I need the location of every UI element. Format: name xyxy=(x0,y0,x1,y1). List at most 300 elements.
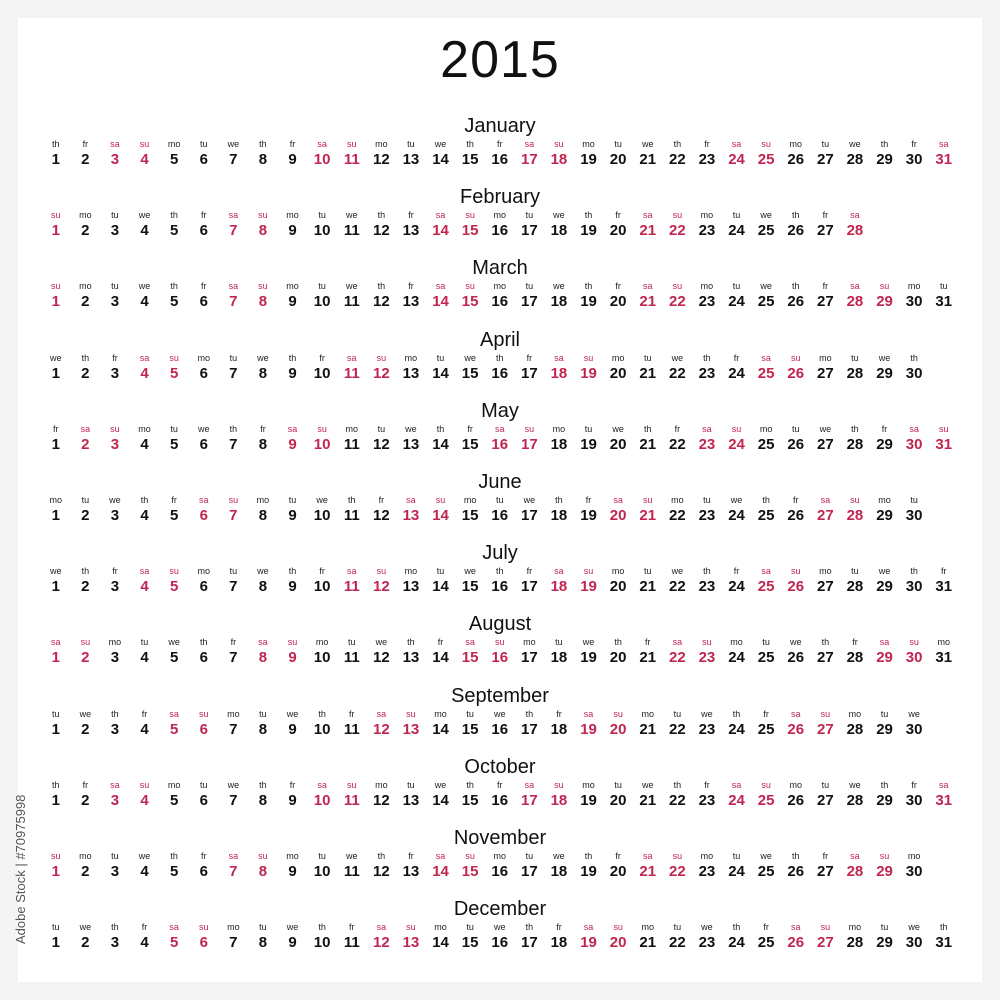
weekday-label: tu xyxy=(466,708,474,719)
day-number: 4 xyxy=(140,720,149,738)
day-cell xyxy=(515,209,545,243)
day-number: 11 xyxy=(343,863,360,880)
month-name: September xyxy=(451,684,549,707)
day-number: 16 xyxy=(491,507,509,524)
day-cell xyxy=(219,636,249,670)
day-cell xyxy=(811,850,841,884)
weekday-label: fr xyxy=(704,139,710,149)
day-number: 4 xyxy=(140,649,149,667)
weekday-label: we xyxy=(760,210,772,221)
weekday-label: mo xyxy=(79,281,92,292)
day-number: 1 xyxy=(51,507,60,524)
weekday-label: th xyxy=(673,779,682,790)
day-cell xyxy=(840,850,870,884)
day-number: 18 xyxy=(550,649,568,667)
day-cell xyxy=(929,921,959,955)
day-cell xyxy=(71,708,101,742)
day-cell xyxy=(396,423,426,457)
weekday-label: sa xyxy=(850,210,860,221)
day-cell xyxy=(278,494,308,528)
day-number: 16 xyxy=(491,364,509,382)
weekday-label: sa xyxy=(642,210,653,221)
weekday-label: sa xyxy=(110,779,120,790)
day-number: 6 xyxy=(199,720,208,738)
weekday-label: tu xyxy=(288,495,297,505)
day-number: 20 xyxy=(609,293,627,311)
weekday-label: we xyxy=(849,139,861,149)
weekday-label: th xyxy=(732,708,741,719)
weekday-label: su xyxy=(258,281,268,292)
day-cell xyxy=(899,352,929,386)
weekday-label: sa xyxy=(790,922,801,933)
day-number: 16 xyxy=(491,649,509,667)
weekday-label: we xyxy=(730,495,743,505)
day-cell xyxy=(574,636,604,670)
day-cell xyxy=(574,280,604,314)
day-number: 18 xyxy=(550,578,568,596)
day-number: 18 xyxy=(550,934,568,952)
day-cell xyxy=(722,138,752,172)
day-number: 15 xyxy=(461,649,479,667)
day-number: 22 xyxy=(669,364,686,382)
day-number: 3 xyxy=(110,791,120,809)
day-number: 14 xyxy=(432,934,449,952)
day-number: 28 xyxy=(846,863,864,880)
weekday-label: we xyxy=(138,851,151,861)
weekday-label: fr xyxy=(822,210,829,221)
weekday-label: we xyxy=(493,922,506,933)
day-cell xyxy=(426,423,456,457)
day-number: 26 xyxy=(787,934,805,952)
day-cell xyxy=(603,423,633,457)
day-number: 8 xyxy=(258,863,268,880)
day-cell xyxy=(544,708,574,742)
weekday-label: mo xyxy=(730,637,743,648)
day-number: 11 xyxy=(343,435,360,453)
day-number: 14 xyxy=(432,435,449,453)
day-cell xyxy=(41,352,71,386)
weekday-label: sa xyxy=(376,708,387,719)
weekday-label: sa xyxy=(317,139,327,149)
day-cell xyxy=(663,352,693,386)
day-number: 29 xyxy=(876,507,893,524)
day-cell xyxy=(751,636,781,670)
day-cell xyxy=(337,352,367,386)
day-cell xyxy=(663,423,693,457)
weekday-label: th xyxy=(525,708,534,719)
day-cell xyxy=(663,494,693,528)
day-cell xyxy=(811,138,841,172)
weekday-label: th xyxy=(170,210,178,221)
day-number: 6 xyxy=(199,435,208,453)
day-cell xyxy=(574,921,604,955)
weekday-label: fr xyxy=(408,851,414,861)
day-number: 23 xyxy=(698,364,716,382)
day-number: 11 xyxy=(343,364,360,382)
day-number: 19 xyxy=(580,507,597,524)
day-number: 24 xyxy=(728,507,745,524)
weekday-label: fr xyxy=(615,851,621,861)
day-number: 14 xyxy=(432,507,449,524)
day-cell xyxy=(692,423,722,457)
day-number: 17 xyxy=(521,863,538,880)
weekday-label: su xyxy=(613,922,623,933)
day-number: 20 xyxy=(609,435,627,453)
weekday-label: tu xyxy=(140,637,149,648)
day-cell xyxy=(455,921,485,955)
day-cell xyxy=(307,280,337,314)
day-number: 5 xyxy=(169,293,179,311)
day-number: 27 xyxy=(817,507,834,524)
weekday-label: mo xyxy=(641,708,654,719)
day-number: 2 xyxy=(81,293,90,311)
day-cell xyxy=(396,494,426,528)
day-number: 22 xyxy=(669,578,686,596)
weekday-label: mo xyxy=(582,139,595,149)
day-number: 14 xyxy=(432,649,449,667)
day-cell xyxy=(307,352,337,386)
day-cell xyxy=(130,850,160,884)
weekday-label: su xyxy=(938,423,949,434)
day-cell xyxy=(100,209,130,243)
weekday-label: fr xyxy=(201,851,207,861)
weekday-label: sa xyxy=(702,423,712,434)
day-cell xyxy=(41,708,71,742)
day-cell xyxy=(159,209,189,243)
day-number: 12 xyxy=(373,649,390,667)
day-number: 2 xyxy=(81,863,90,880)
weekday-label: we xyxy=(286,708,299,719)
day-cell xyxy=(337,138,367,172)
day-number: 11 xyxy=(343,151,360,168)
weekday-label: su xyxy=(287,637,298,648)
day-cell xyxy=(751,352,781,386)
weekday-label: mo xyxy=(641,922,654,933)
day-cell xyxy=(307,779,337,813)
weekday-label: su xyxy=(879,281,890,292)
day-number: 4 xyxy=(140,934,149,952)
weekday-label: mo xyxy=(700,210,714,221)
day-cell xyxy=(100,352,130,386)
day-number: 3 xyxy=(110,293,120,311)
day-cell xyxy=(751,138,781,172)
weekday-label: sa xyxy=(80,423,91,434)
weekday-label: sa xyxy=(139,566,150,577)
weekday-label: th xyxy=(377,281,386,292)
day-number: 15 xyxy=(461,934,479,952)
day-number: 25 xyxy=(757,934,775,952)
day-cell xyxy=(663,280,693,314)
day-number: 16 xyxy=(491,578,509,596)
day-cell xyxy=(130,280,160,314)
day-number: 21 xyxy=(639,649,657,667)
weekday-label: mo xyxy=(789,139,802,149)
weekday-label: su xyxy=(909,637,919,648)
day-number: 7 xyxy=(229,293,238,311)
month-november xyxy=(0,826,1000,896)
day-cell xyxy=(811,708,841,742)
day-cell xyxy=(278,565,308,599)
day-cell xyxy=(929,423,959,457)
day-cell xyxy=(367,494,397,528)
weekday-label: tu xyxy=(81,495,90,505)
weekday-label: th xyxy=(643,423,652,434)
day-cell xyxy=(337,779,367,813)
weekday-label: fr xyxy=(141,708,148,719)
day-cell xyxy=(544,138,574,172)
day-cell xyxy=(899,850,929,884)
weekday-label: we xyxy=(701,708,713,719)
day-number: 31 xyxy=(935,578,953,596)
day-cell xyxy=(219,280,249,314)
day-cell xyxy=(455,280,485,314)
day-cell xyxy=(633,209,663,243)
weekday-label: mo xyxy=(79,851,92,861)
weekday-label: su xyxy=(258,210,268,221)
weekday-label: mo xyxy=(138,423,151,434)
month-march xyxy=(0,256,1000,326)
day-number: 5 xyxy=(169,720,179,738)
day-cell xyxy=(485,209,515,243)
weekday-label: sa xyxy=(346,352,357,363)
weekday-label: we xyxy=(789,637,802,648)
day-cell xyxy=(307,565,337,599)
day-number: 10 xyxy=(313,791,331,809)
month-june xyxy=(0,470,1000,540)
month-name: August xyxy=(468,613,532,636)
day-number: 19 xyxy=(580,364,597,382)
day-number: 28 xyxy=(846,507,864,524)
day-number: 21 xyxy=(639,791,657,809)
weekday-label: th xyxy=(939,922,948,933)
day-number: 6 xyxy=(199,507,208,524)
day-number: 13 xyxy=(402,151,420,168)
day-cell xyxy=(544,850,574,884)
month-name: January xyxy=(464,115,536,137)
day-cell xyxy=(692,708,722,742)
day-number: 21 xyxy=(639,364,657,382)
weekday-label: we xyxy=(375,637,388,648)
day-number: 10 xyxy=(313,151,331,168)
day-number: 16 xyxy=(491,293,509,311)
day-cell xyxy=(633,494,663,528)
weekday-label: su xyxy=(139,139,150,149)
day-number: 14 xyxy=(432,293,449,311)
day-number: 23 xyxy=(698,435,716,453)
weekday-label: tu xyxy=(703,495,711,505)
day-number: 20 xyxy=(609,222,627,240)
day-number: 27 xyxy=(817,934,834,952)
weekday-label: mo xyxy=(434,708,447,719)
weekday-label: su xyxy=(672,281,683,292)
day-cell xyxy=(248,636,278,670)
day-number: 29 xyxy=(876,151,893,168)
day-number: 25 xyxy=(757,151,775,168)
day-cell xyxy=(337,280,367,314)
day-number: 6 xyxy=(199,364,208,382)
day-cell xyxy=(219,209,249,243)
weekday-label: we xyxy=(345,210,358,221)
weekday-label: mo xyxy=(819,566,832,577)
day-cell xyxy=(278,209,308,243)
weekday-label: su xyxy=(731,423,742,434)
day-cell xyxy=(811,921,841,955)
day-cell xyxy=(41,921,71,955)
day-cell xyxy=(426,850,456,884)
day-cell xyxy=(811,779,841,813)
weekday-label: we xyxy=(701,922,713,933)
weekday-label: fr xyxy=(289,779,296,790)
weekday-label: su xyxy=(465,281,475,292)
day-number: 4 xyxy=(140,791,149,809)
weekday-label: sa xyxy=(731,139,742,149)
day-cell xyxy=(41,850,71,884)
day-number: 29 xyxy=(876,578,893,596)
day-cell xyxy=(71,565,101,599)
day-cell xyxy=(248,850,278,884)
weekday-label: we xyxy=(878,352,891,363)
day-number: 11 xyxy=(343,649,360,667)
day-number: 29 xyxy=(876,649,893,667)
weekday-label: tu xyxy=(643,566,652,577)
day-cell xyxy=(455,138,485,172)
day-number: 8 xyxy=(258,578,268,596)
weekday-label: fr xyxy=(763,708,769,719)
month-name: February xyxy=(459,186,541,209)
weekday-label: sa xyxy=(850,851,860,861)
day-number: 20 xyxy=(609,151,627,168)
weekday-label: tu xyxy=(732,851,741,861)
day-number: 17 xyxy=(521,435,538,453)
day-cell xyxy=(603,921,633,955)
day-number: 22 xyxy=(669,507,686,524)
day-number: 21 xyxy=(639,435,657,453)
day-number: 11 xyxy=(343,578,360,596)
weekday-label: we xyxy=(257,566,269,577)
day-number: 24 xyxy=(728,364,745,382)
weekday-label: th xyxy=(318,708,326,719)
day-number: 17 xyxy=(521,791,538,809)
day-number: 25 xyxy=(757,222,775,240)
weekday-label: sa xyxy=(258,637,268,648)
day-cell xyxy=(603,138,633,172)
day-cell xyxy=(219,921,249,955)
day-cell xyxy=(130,636,160,670)
weekday-label: mo xyxy=(79,210,92,221)
weekday-label: we xyxy=(760,281,772,292)
day-number: 30 xyxy=(905,720,923,738)
weekday-label: th xyxy=(584,281,593,292)
day-cell xyxy=(219,779,249,813)
weekday-label: su xyxy=(346,139,357,149)
weekday-label: su xyxy=(198,922,209,933)
weekday-label: th xyxy=(880,779,889,790)
day-cell xyxy=(248,565,278,599)
day-number: 23 xyxy=(698,222,716,240)
day-cell xyxy=(100,280,130,314)
day-cell xyxy=(278,708,308,742)
day-cell xyxy=(367,636,397,670)
weekday-label: sa xyxy=(139,352,150,363)
day-cell xyxy=(544,209,574,243)
day-cell xyxy=(307,209,337,243)
day-cell xyxy=(633,565,663,599)
day-number: 13 xyxy=(402,720,420,738)
day-number: 2 xyxy=(81,649,90,667)
day-number: 6 xyxy=(199,222,208,240)
weekday-label: tu xyxy=(584,423,593,434)
day-number: 22 xyxy=(669,435,686,453)
day-cell xyxy=(71,636,101,670)
day-cell xyxy=(100,850,130,884)
day-number: 18 xyxy=(550,507,568,524)
day-cell xyxy=(367,209,397,243)
weekday-label: mo xyxy=(848,708,862,719)
weekday-label: tu xyxy=(614,139,622,149)
day-cell xyxy=(870,921,900,955)
day-cell xyxy=(751,423,781,457)
day-cell xyxy=(71,494,101,528)
weekday-label: tu xyxy=(377,423,386,434)
day-cell xyxy=(515,280,545,314)
day-number: 24 xyxy=(728,578,745,596)
day-cell xyxy=(692,494,722,528)
weekday-label: we xyxy=(582,637,595,648)
month-may xyxy=(0,399,1000,469)
day-cell xyxy=(899,423,929,457)
weekday-label: tu xyxy=(347,637,356,648)
weekday-label: fr xyxy=(526,566,533,577)
day-number: 22 xyxy=(669,791,686,809)
weekday-label: we xyxy=(227,779,240,790)
day-cell xyxy=(574,138,604,172)
weekday-label: we xyxy=(345,851,358,861)
weekday-label: mo xyxy=(256,495,270,505)
day-number: 19 xyxy=(580,934,597,952)
weekday-label: sa xyxy=(524,139,535,149)
day-cell xyxy=(248,779,278,813)
weekday-label: su xyxy=(820,922,831,933)
day-cell xyxy=(396,280,426,314)
day-number: 27 xyxy=(817,720,834,738)
weekday-label: tu xyxy=(525,851,534,861)
weekday-label: we xyxy=(79,708,92,719)
weekday-label: th xyxy=(673,139,682,149)
weekday-label: fr xyxy=(793,495,799,505)
day-number: 26 xyxy=(787,720,805,738)
day-number: 10 xyxy=(313,863,331,880)
weekday-label: sa xyxy=(790,708,801,719)
day-cell xyxy=(367,352,397,386)
day-number: 5 xyxy=(169,435,179,453)
day-number: 25 xyxy=(757,364,775,382)
weekday-label: mo xyxy=(819,352,832,363)
weekday-label: sa xyxy=(287,423,298,434)
day-cell xyxy=(159,850,189,884)
day-cell xyxy=(159,280,189,314)
weekday-label: tu xyxy=(436,352,445,363)
day-number: 18 xyxy=(550,293,568,311)
day-cell xyxy=(544,494,574,528)
day-cell xyxy=(485,850,515,884)
weekday-label: fr xyxy=(615,210,621,221)
day-number: 27 xyxy=(817,151,834,168)
day-number: 11 xyxy=(343,934,360,952)
weekday-label: tu xyxy=(259,922,267,933)
day-cell xyxy=(41,209,71,243)
weekday-label: th xyxy=(703,352,711,363)
weekday-label: tu xyxy=(199,139,208,149)
